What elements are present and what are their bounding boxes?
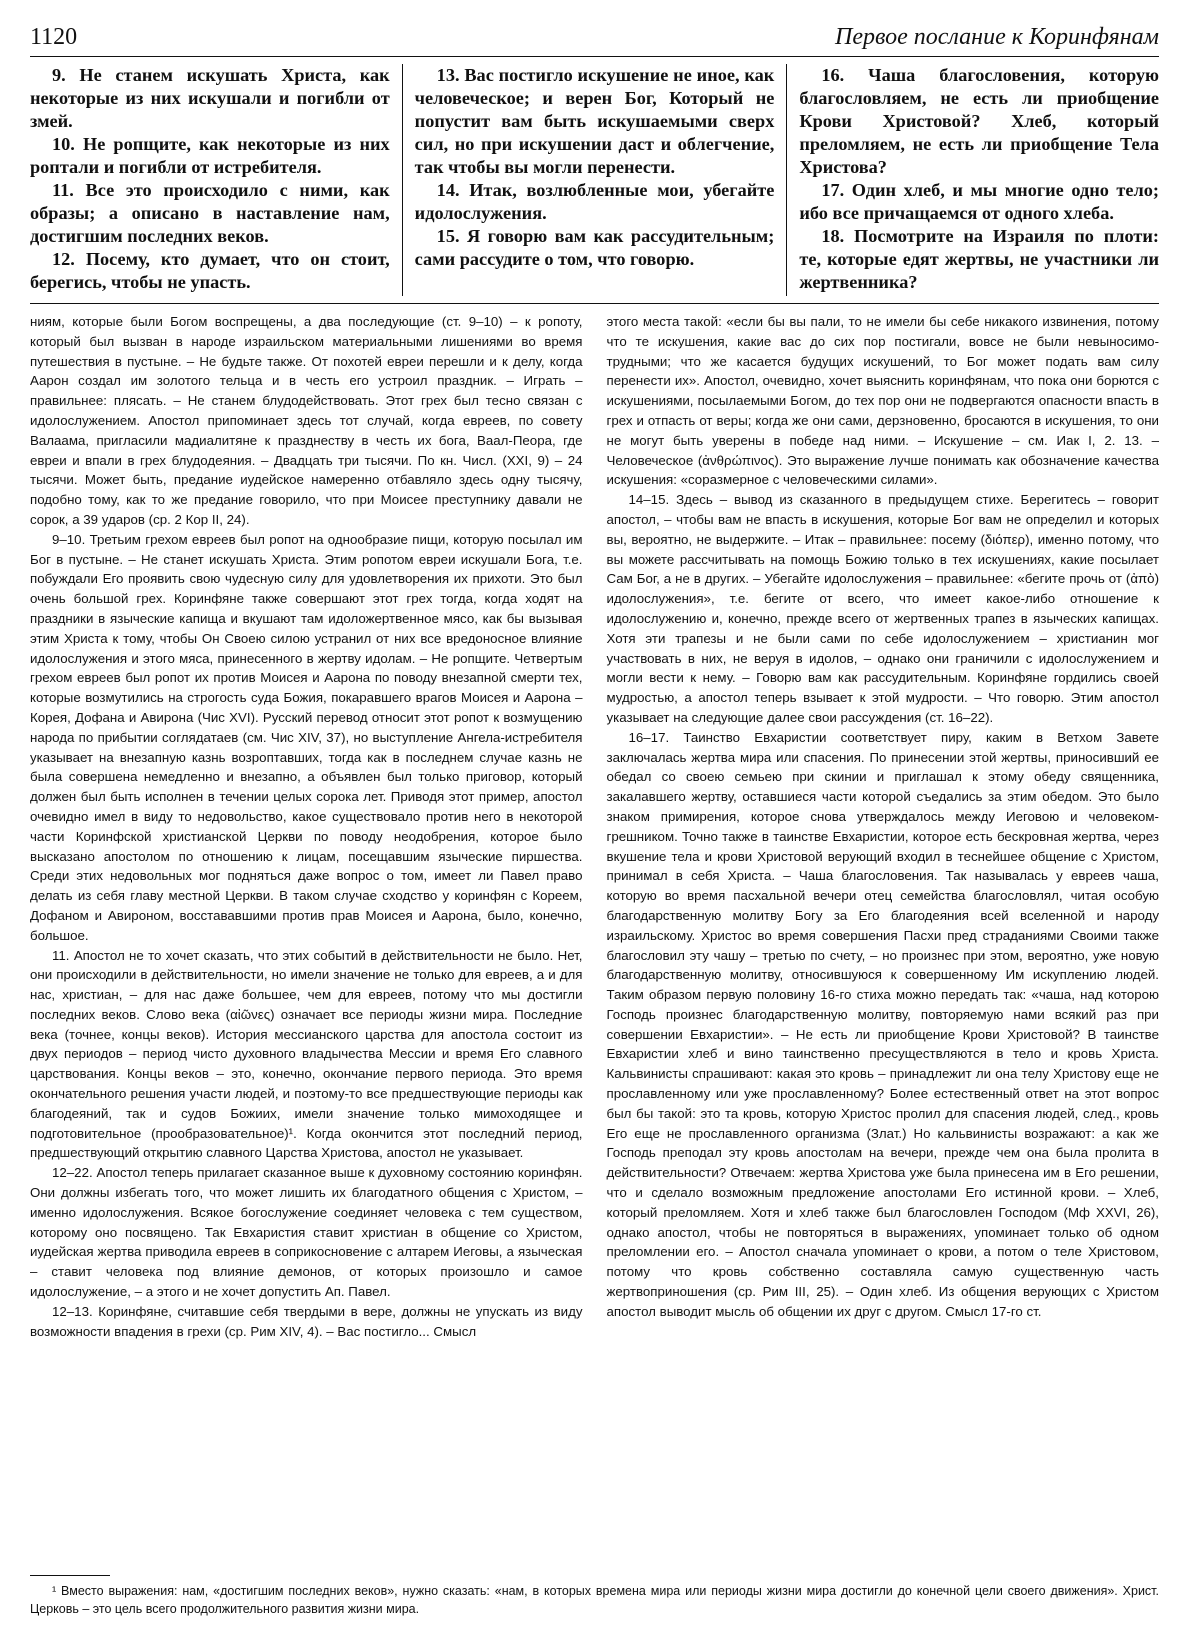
page-header xyxy=(30,18,1159,58)
commentary-paragraph: 9–10. Третьим грехом евреев был ропот на однообразие пищи, которую посылал им Бог в пустыне. – Не станет искушать Христа. Этим ропотом евреи искушали Бога, т.е. побуждали Его проявить свою чудесную силу для удовлетворения их прихоти. Это был очень большой грех. Коринфяне также совершают этот грех тогда, когда ходят на праздники в языческие капища и вкушают там идоложертвенное мясо, как бы вызывая этим Христа к тому, чтобы Он Своею силою устранил от них все вредоносное влияние идолослужения и этого мяса, принесенного в жертву идолам. – Не ропщите. Четвертым грехом евреев был ропот их против Моисея и Аарона по поводу внезапной смерти тех, которые возмутились на строгость суда Божия, покаравшего врагов Моисея и Аарона – Корея, Дофана и Авирона (Чис XVI). Русский перевод относит этот ропот к возмущению народа по прибытии соглядатаев (см. Чис XIV, 37), но выступление Ангела-истребителя указывает на внезапную казнь возроптавших, тогда как в последнем случае казнь не была совершена немедленно и внезапно, а объявлен был только приговор, который должен был быть исполнен в течении целых сорока лет. Приводя этот пример, апостол очевидно имел в виду то недовольство, какое существовало против него в некоторой части Коринфской христианской Церкви по поводу неодобрения, которое было высказано апостолом по отношению к лицам, посещавшим языческие пиршества. Среди этих недовольных мог подняться даже вопрос о том, имеет ли Павел право делать из себя главу местной Церкви. В таком случае сходство у коринфян с Кореем, Дофаном и Авироном, восстававшими против прав Моисея и Аарона, было, конечно, большое. xyxy=(30,531,583,943)
verse-10: 10. Не ропщите, как некоторые из них роптали и погибли от истребителя. xyxy=(30,134,390,177)
verse-11: 11. Все это происходило с ними, как образы; а описано в наставление нам, достигшим последних веков. xyxy=(30,180,390,246)
commentary-paragraph: ниям, которые были Богом воспрещены, а два последующие (ст. 9–10) – к ропоту, который был вызван в народе израильском материальными лишениями во время путешествия в пустыне. – Не будьте также. От похотей евреи перешли и к делу, когда Аарон создал им золотого тельца и в честь его устроил праздник. – Играть – правильнее: плясать. – Не станем блудодействовать. Этот грех был тесно связан с идолослужением. Апостол припоминает здесь тот случай, когда евреев, по совету Валаама, пригласили мадиалитяне к празднеству в честь их бога, Ваал-Пеора, где евреи и впали в грех блудодеяния. – Двадцать три тысячи. По кн. Числ. (XXI, 9) – 24 тысячи. Может быть, предание иудейское намеренно отбавляло здесь одну тысячу, подобно тому, как то же предание говорило, что при Моисее преступнику давали не сорок, а 39 ударов (ср. 2 Кор II, 24). xyxy=(30,314,583,527)
running-title: Первое послание к Коринфянам xyxy=(835,24,1159,50)
verse-column-3 xyxy=(786,64,1159,296)
commentary xyxy=(30,312,1159,1472)
page-number: 1120 xyxy=(30,24,78,50)
verse-column-1 xyxy=(30,64,402,296)
commentary-paragraph: 12–13. Коринфяне, считавшие себя твердыми в вере, должны не упускать из виду возможности впадения в грехи (ср. Рим XIV, 4). – Вас постигло... Смысл xyxy=(30,1303,583,1339)
verse-14: 14. Итак, возлюбленные мои, убегайте идолослужения. xyxy=(414,180,775,223)
section-rule xyxy=(30,303,1159,304)
verse-column-2 xyxy=(402,64,787,296)
footnote-rule xyxy=(30,1575,110,1576)
commentary-column-right xyxy=(607,312,1160,1472)
verse-9: 9. Не станем искушать Христа, как некоторые из них искушали и погибли от змей. xyxy=(30,65,390,131)
scripture-verses xyxy=(30,64,1159,296)
verse-15: 15. Я говорю вам как рассудительным; сами рассудите о том, что говорю. xyxy=(414,226,775,269)
verse-18: 18. Посмотрите на Израиля по плоти: те, которые едят жертвы, не участники ли жертвенника? xyxy=(799,226,1160,292)
commentary-paragraph: 12–22. Апостол теперь прилагает сказанное выше к духовному состоянию коринфян. Они должны избегать того, что может лишить их благодатного общения с Христом, – именно идолослужения. Всякое богослужение соединяет человека с тем существом, которому оно посвящено. Так Евхаристия ставит христиан в общение со Христом, иудейская жертва приводила евреев в соприкосновение с алтарем Иеговы, а языческая – ставит человека под влияние демонов, от которых произошло и самое идолослужение, – а этого и не хочет допустить Ап. Павел. xyxy=(30,1165,583,1300)
commentary-paragraph: 16–17. Таинство Евхаристии соответствует пиру, каким в Ветхом Завете заключалась жертва мира или спасения. По принесении этой жертвы, приносивший ее обедал со своею семьею при скинии и приглашал к этому обеду священника, закалавшего жертву, оставшиеся части которой съедались за этим обедом. Это было знаком примирения, которое снова утверждалось между Иеговою и человеком-грешником. Точно также в таинстве Евхаристии, которое есть бескровная жертва, через вкушение тела и крови Христовой верующий входил в теснейшее общение с Христом, принимал в себя Христа. – Чаша благословения. Так называлась у евреев чаша, которую во время пасхальной вечери отец семейства благословлял, читая особую благодарственную молитву Богу за Его благодеяния всей вселенной и народу израильскому. Христос во время совершения Пасхи пред страданиями Своими также благословил эту чашу – третью по счету, – но произнес при этом, вероятно, уже новую благодарственную молитву, относившуюся к совершенному Им искуплению людей. Таким образом первую половину 16-го стиха можно передать так: «чаша, над которою Господь произнес благодарственную молитву, повторяемую нами всякий раз при совершении Евхаристии». – Не есть ли приобщение Крови Христовой? В таинстве Евхаристии хлеб и вино таинственно пресуществляются в тело и кровь Христа. Кальвинисты спрашивают: какая это кровь – принадлежит ли она телу Христову еще не прославленному или уже прославленному? Более естественный ответ на этот вопрос был бы такой: это та кровь, которую Христос пролил для спасения людей, след., кровь Его еще не прославленного организма (Злат.) Но кальвинисты возражают: а как же Господь преподал эту кровь апостолам на вечери, прежде чем она была пролита в действительности? Отвечаем: жертва Христова уже была принесена им в Его решении, что и сделало возможным предложение апостолами Его истинной крови. – Хлеб, который преломляем. Хотя и хлеб также был благословлен Господом (Мф XXVI, 26), однако апостол, чтобы не повторяться в выражениях, упоминает только об одном преломлении его. – Апостол сначала упоминает о крови, а потом о теле Христовом, потому что кровь собственно составляла самую существенную часть жертвоприношения (ср. Рим III, 25). – Один хлеб. Из общения верующих с Христом апостол выводит мысль об общении их друг с другом. Смысл 17-го ст. xyxy=(606,729,1159,1319)
verse-17: 17. Один хлеб, и мы многие одно тело; ибо все причащаемся от одного хлеба. xyxy=(799,180,1160,223)
verse-13: 13. Вас постигло искушение не иное, как человеческое; и верен Бог, Который не попустит вам быть искушаемыми сверх сил, но при искушении даст и облегчение, так чтобы вы могли перенести. xyxy=(414,65,775,177)
header-rule xyxy=(30,56,1159,57)
commentary-paragraph: этого места такой: «если бы вы пали, то не имели бы себе никакого извинения, потому что те искушения, какие вас до сих пор постигали, вовсе не были невыносимо-трудными; что же касается будущих искушений, то Бог может подать вам силу перенести их». Апостол, очевидно, хочет выяснить коринфянам, что пока они борются с искушениями, посылаемыми Богом, до тех пор они не подвергаются опасности впасть в грех и отпасть от веры; когда же они сами, дерзновенно, бросаются в искушения, то они не могут быть уверены в победе над ними. – Искушение – см. Иак I, 2. 13. – Человеческое (ἀνθρώπινος). Это выражение лучше понимать как обозначение качества искушения: «соразмерное с человеческими силами». xyxy=(606,314,1159,488)
verse-12: 12. Посему, кто думает, что он стоит, берегись, чтобы не упасть. xyxy=(30,249,390,292)
commentary-column-left xyxy=(30,312,583,1472)
commentary-paragraph: 14–15. Здесь – вывод из сказанного в предыдущем стихе. Берегитесь – говорит апостол, – чтобы вам не впасть в искушения, которые Бог вам не определил и которых вы, вероятно, не выдержите. – Итак – правильнее: посему (διόπερ), именно потому, что вы можете рассчитывать на помощь Божию только в тех искушениях, какие посылает Сам Бог, а не в других. – Убегайте идолослужения – правильнее: «бегите прочь от (ἀπὸ) идолослужения», т.е. бегите от всего, что имеет какое-либо отношение к идолослужению и, конечно, прежде всего от жертвенных трапез в языческих капищах. Хотя эти трапезы и не были сами по себе идолослужением – христианин мог участвовать в них, не веруя в идолов, – однако они граничили с идолослужением и могли вести к нему. – Говорю вам как рассудительным. Коринфяне гордились своей мудростью, а апостол теперь взывает к этой мудрости. – Что говорю. Этим апостол указывает на следующие далее свои рассуждения (ст. 16–22). xyxy=(606,492,1159,725)
commentary-paragraph: 11. Апостол не то хочет сказать, что этих событий в действительности не было. Нет, они происходили в действительности, но имели значение не только для евреев, а и для нас, христиан, – для нас даже большее, чем для евреев, потому что мы достигли последних веков. Слово века (αἰῶνες) означает все периоды жизни мира. Последние века (точнее, концы веков). История мессианского царства для апостола состоит из двух периодов – период чисто духовного владычества Мессии и время Его славного царствования. Концы веков – это, конечно, окончание первого периода. Это время окончательного решения участи людей, и поэтому-то все предшествующие периоды как благодеяний, так и судов Божиих, имели значение только мимоходящее и подготовительное (прообразовательное)¹. Когда окончится этот последний период, предшествующий открытию славного Царства Христова, апостол не указывает. xyxy=(30,947,583,1161)
verse-16: 16. Чаша благословения, которую благословляем, не есть ли приобщение Крови Христовой? Хлеб, который преломляем, не есть ли приобщение Тела Христова? xyxy=(799,65,1160,177)
footnote: ¹ Вместо выражения: нам, «достигшим последних веков», нужно сказать: «нам, в которых времена мира или периоды жизни мира достигли до конечной цели своего движения». Христ. Церковь – это цель всего продолжительного развития жизни мира. xyxy=(30,1584,1159,1616)
